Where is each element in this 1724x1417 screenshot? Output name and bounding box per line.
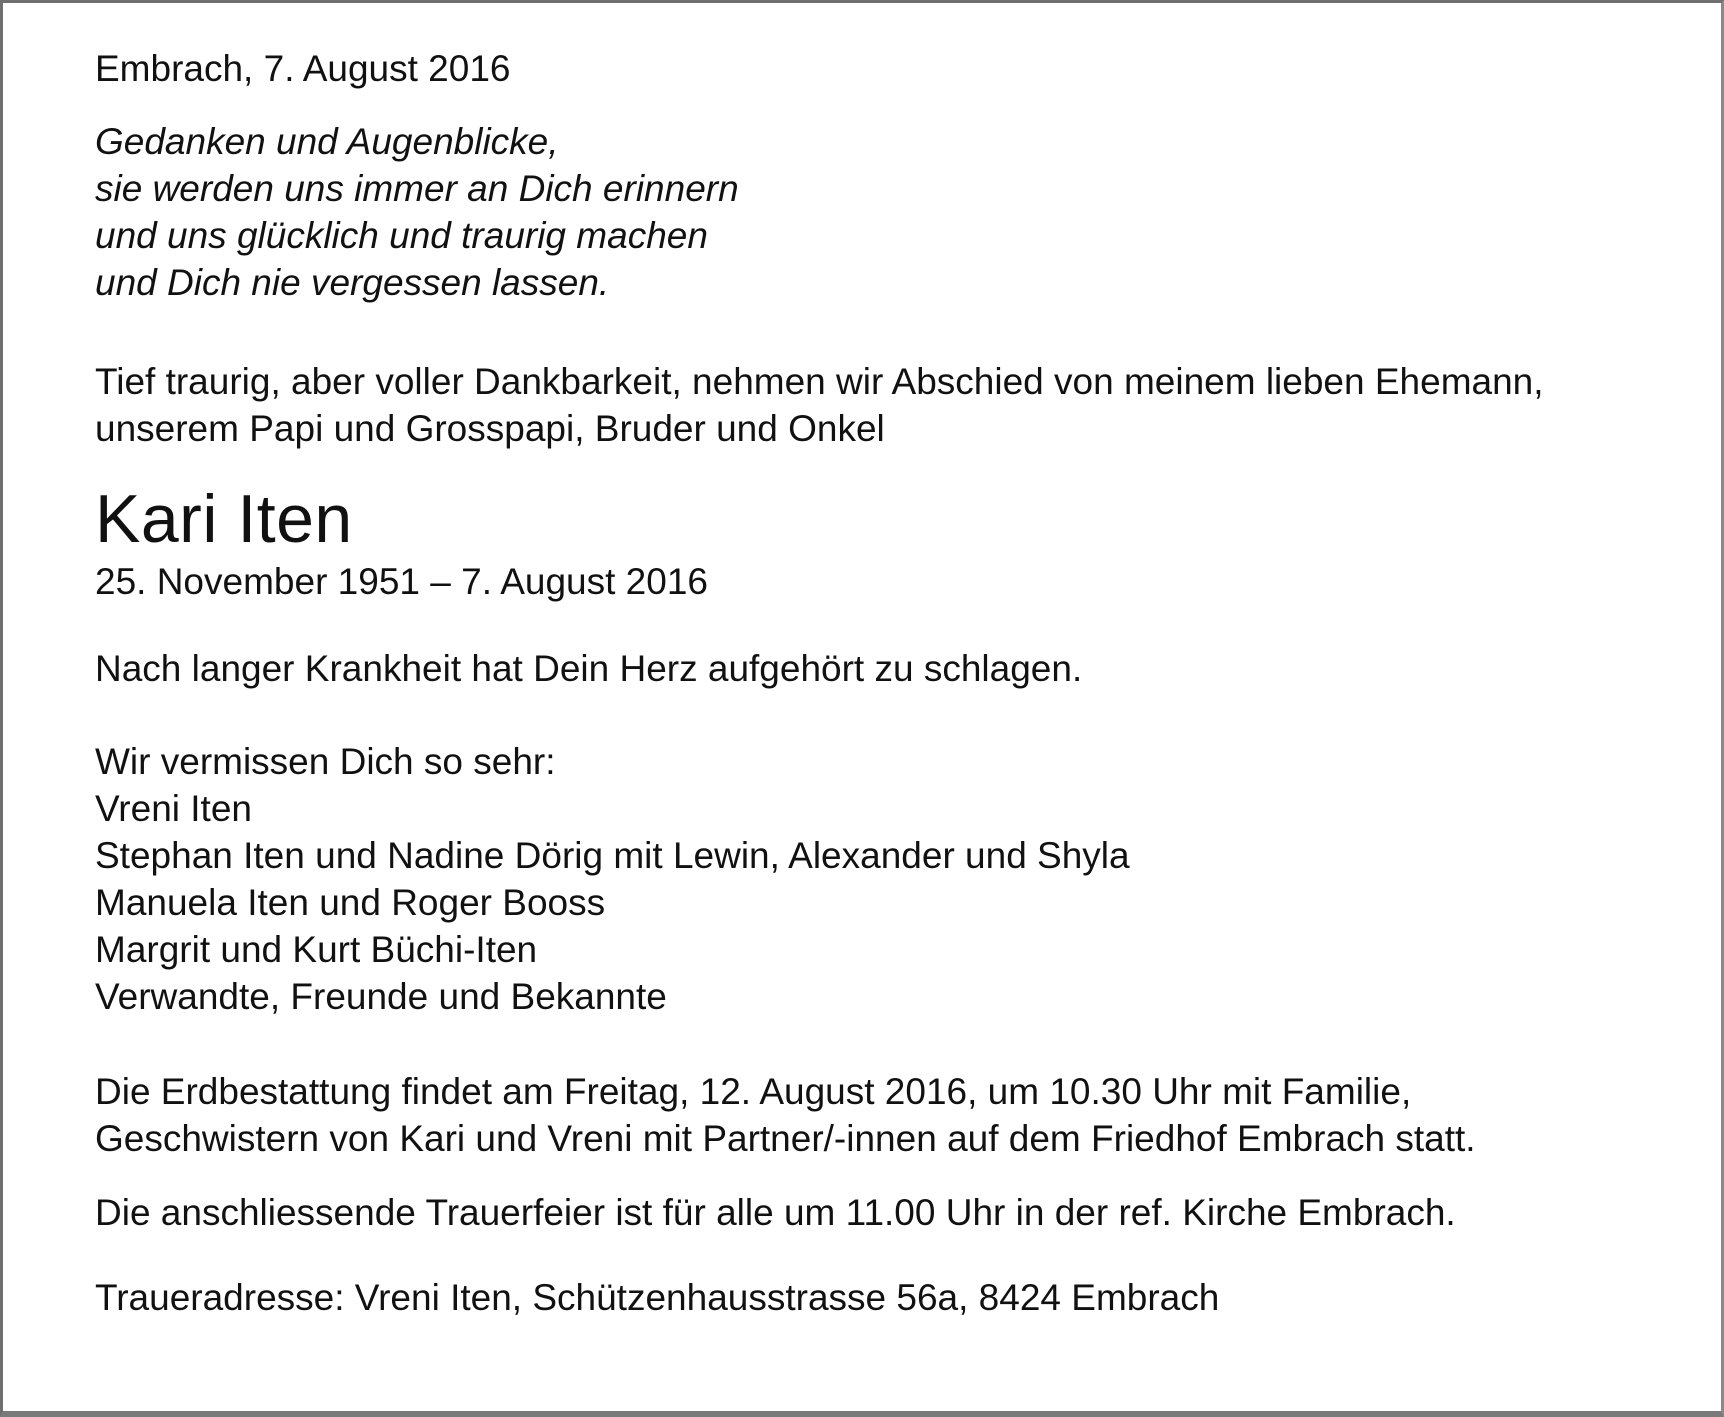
place-date: Embrach, 7. August 2016 <box>95 48 511 89</box>
poem <box>95 118 1655 306</box>
passing-sentence: Nach langer Krankheit hat Dein Herz aufgehört zu schlagen. <box>95 648 1083 689</box>
life-dates: 25. November 1951 – 7. August 2016 <box>95 561 708 602</box>
intro-line: Tief traurig, aber voller Dankbarkeit, nehmen wir Abschied von meinem lieben Ehemann, <box>95 361 1544 402</box>
mourners-list <box>95 738 1655 1020</box>
poem-line: sie werden uns immer an Dich erinnern <box>95 168 739 209</box>
mourners-heading: Wir vermissen Dich so sehr: <box>95 741 556 782</box>
poem-line: und Dich nie vergessen lassen. <box>95 262 610 303</box>
deceased-name: Kari Iten <box>95 481 353 557</box>
poem-line: und uns glücklich und traurig machen <box>95 215 708 256</box>
mourner: Stephan Iten und Nadine Dörig mit Lewin, Alexander und Shyla <box>95 835 1130 876</box>
mourner: Vreni Iten <box>95 788 252 829</box>
poem-line: Gedanken und Augenblicke, <box>95 121 559 162</box>
mourner: Margrit und Kurt Büchi-Iten <box>95 929 538 970</box>
intro-line: unserem Papi und Grosspapi, Bruder und Onkel <box>95 408 885 449</box>
mourner: Verwandte, Freunde und Bekannte <box>95 976 667 1017</box>
intro-paragraph <box>95 358 1655 452</box>
ceremony-paragraph: Die anschliessende Trauerfeier ist für alle um 11.00 Uhr in der ref. Kirche Embrach. <box>95 1192 1456 1233</box>
burial-line: Geschwistern von Kari und Vreni mit Partner/-innen auf dem Friedhof Embrach statt. <box>95 1118 1476 1159</box>
burial-paragraph <box>95 1068 1655 1162</box>
mourner: Manuela Iten und Roger Booss <box>95 882 606 923</box>
mourning-address: Traueradresse: Vreni Iten, Schützenhausstrasse 56a, 8424 Embrach <box>95 1277 1220 1318</box>
burial-line: Die Erdbestattung findet am Freitag, 12. August 2016, um 10.30 Uhr mit Familie, <box>95 1071 1412 1112</box>
obituary-content <box>95 45 1655 1321</box>
